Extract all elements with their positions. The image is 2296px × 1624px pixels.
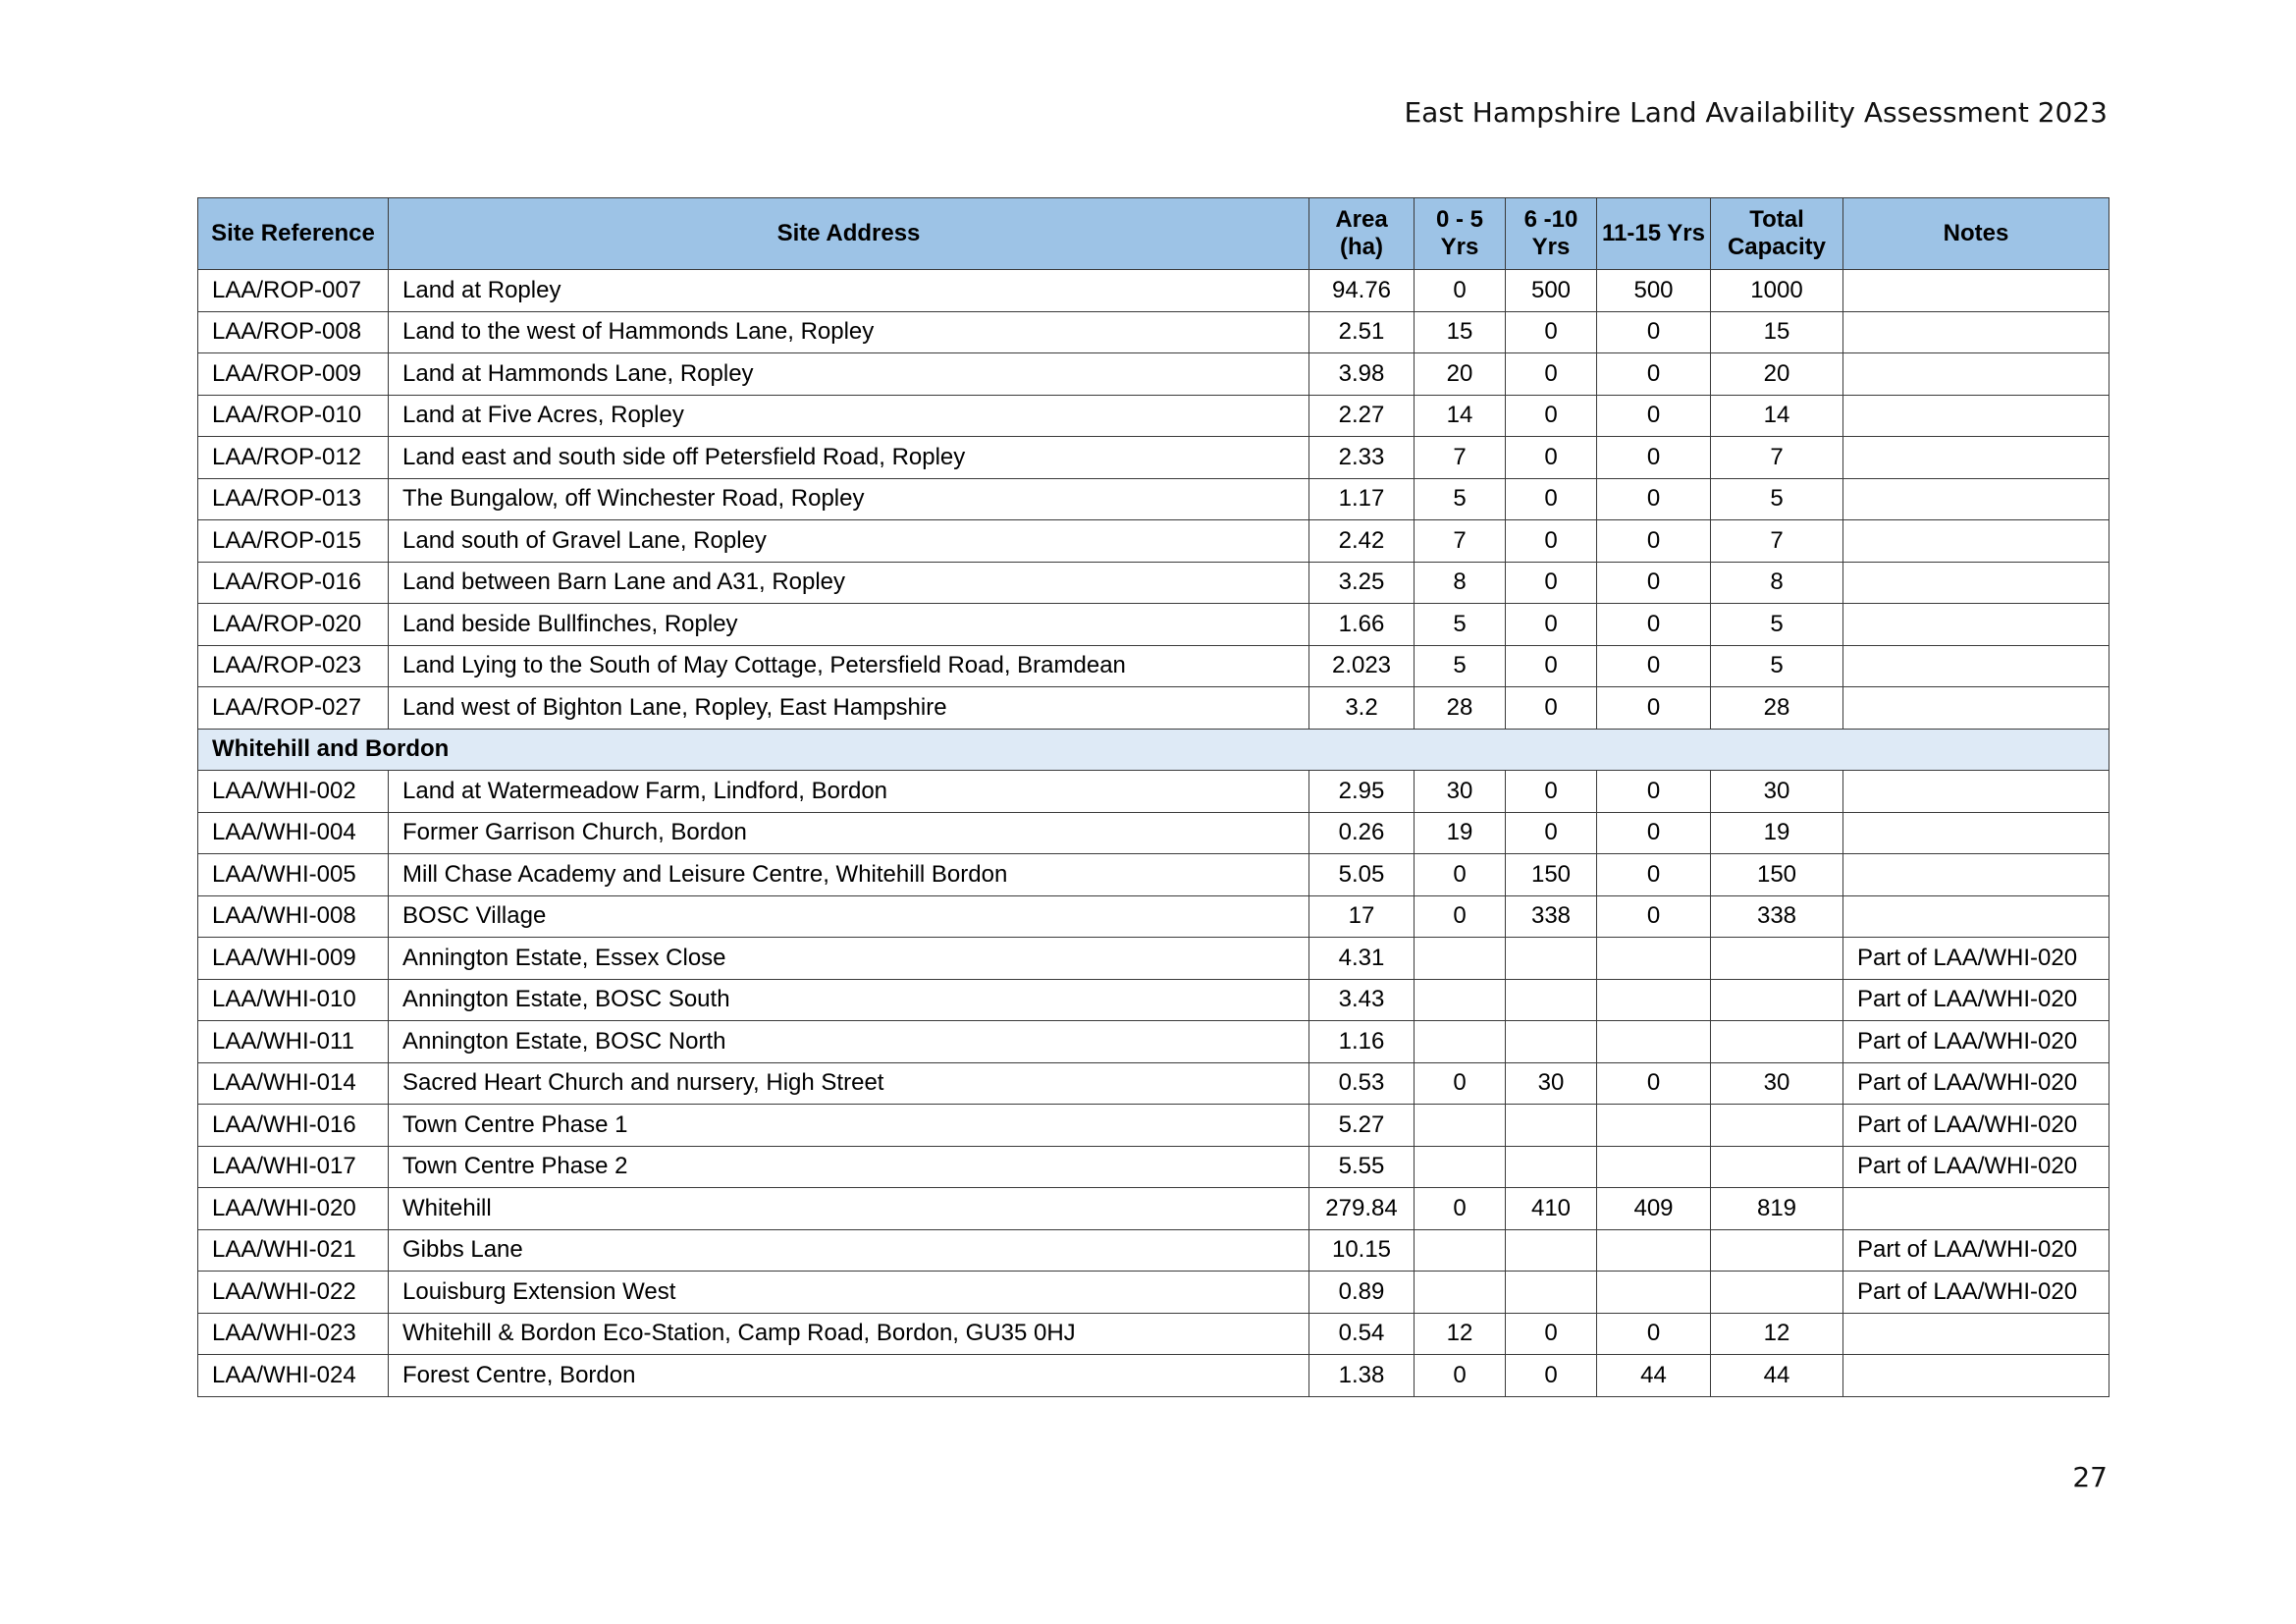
- yrs-0-5-cell: [1415, 1105, 1506, 1147]
- site-reference-cell: LAA/WHI-005: [198, 854, 389, 896]
- page-number: 27: [2072, 1461, 2108, 1493]
- table-row: [198, 604, 2109, 646]
- site-reference-cell: LAA/ROP-013: [198, 478, 389, 520]
- yrs-6-10-cell: 0: [1506, 1313, 1597, 1355]
- yrs-0-5-cell: [1415, 1146, 1506, 1188]
- yrs-11-15-cell: 0: [1597, 771, 1711, 813]
- area-cell: 1.38: [1309, 1355, 1415, 1397]
- yrs-6-10-cell: 0: [1506, 645, 1597, 687]
- yrs-0-5-cell: [1415, 938, 1506, 980]
- yrs-6-10-cell: 0: [1506, 812, 1597, 854]
- site-address-cell: Land east and south side off Petersfield Road, Ropley: [389, 437, 1309, 479]
- area-cell: 3.2: [1309, 687, 1415, 730]
- yrs-11-15-cell: 0: [1597, 478, 1711, 520]
- area-cell: 0.26: [1309, 812, 1415, 854]
- site-reference-cell: LAA/ROP-015: [198, 520, 389, 563]
- yrs-11-15-cell: 0: [1597, 687, 1711, 730]
- notes-cell: [1843, 437, 2109, 479]
- column-header-total-capacity: Total Capacity: [1711, 198, 1843, 270]
- site-address-cell: Louisburg Extension West: [389, 1272, 1309, 1314]
- yrs-0-5-cell: 8: [1415, 562, 1506, 604]
- yrs-0-5-cell: 0: [1415, 1062, 1506, 1105]
- site-address-cell: Mill Chase Academy and Leisure Centre, Whitehill Bordon: [389, 854, 1309, 896]
- table-row: [198, 1229, 2109, 1272]
- total-capacity-cell: [1711, 979, 1843, 1021]
- notes-cell: [1843, 270, 2109, 312]
- site-reference-cell: LAA/ROP-010: [198, 395, 389, 437]
- yrs-6-10-cell: 0: [1506, 437, 1597, 479]
- yrs-11-15-cell: 0: [1597, 854, 1711, 896]
- site-reference-cell: LAA/WHI-004: [198, 812, 389, 854]
- yrs-6-10-cell: [1506, 1021, 1597, 1063]
- table-row: [198, 311, 2109, 353]
- site-reference-cell: LAA/ROP-023: [198, 645, 389, 687]
- yrs-0-5-cell: [1415, 979, 1506, 1021]
- table-row: [198, 1105, 2109, 1147]
- area-cell: 2.95: [1309, 771, 1415, 813]
- total-capacity-cell: 8: [1711, 562, 1843, 604]
- area-cell: 5.05: [1309, 854, 1415, 896]
- site-address-cell: Town Centre Phase 1: [389, 1105, 1309, 1147]
- yrs-11-15-cell: 0: [1597, 520, 1711, 563]
- area-cell: 3.43: [1309, 979, 1415, 1021]
- table-row: [198, 1021, 2109, 1063]
- notes-cell: [1843, 353, 2109, 396]
- yrs-11-15-cell: [1597, 1272, 1711, 1314]
- area-cell: 94.76: [1309, 270, 1415, 312]
- yrs-0-5-cell: 0: [1415, 1355, 1506, 1397]
- yrs-11-15-cell: 409: [1597, 1188, 1711, 1230]
- table-row: [198, 1188, 2109, 1230]
- site-address-cell: Annington Estate, Essex Close: [389, 938, 1309, 980]
- column-header-site-reference: Site Reference: [198, 198, 389, 270]
- area-cell: 0.54: [1309, 1313, 1415, 1355]
- site-reference-cell: LAA/WHI-021: [198, 1229, 389, 1272]
- yrs-6-10-cell: 0: [1506, 395, 1597, 437]
- total-capacity-cell: 7: [1711, 437, 1843, 479]
- site-address-cell: Land at Hammonds Lane, Ropley: [389, 353, 1309, 396]
- site-address-cell: Forest Centre, Bordon: [389, 1355, 1309, 1397]
- yrs-11-15-cell: 0: [1597, 395, 1711, 437]
- yrs-11-15-cell: 0: [1597, 353, 1711, 396]
- yrs-0-5-cell: 0: [1415, 854, 1506, 896]
- table-row: [198, 938, 2109, 980]
- notes-cell: Part of LAA/WHI-020: [1843, 1021, 2109, 1063]
- notes-cell: Part of LAA/WHI-020: [1843, 1229, 2109, 1272]
- total-capacity-cell: 5: [1711, 645, 1843, 687]
- site-reference-cell: LAA/WHI-023: [198, 1313, 389, 1355]
- yrs-6-10-cell: 30: [1506, 1062, 1597, 1105]
- column-header-notes: Notes: [1843, 198, 2109, 270]
- table-row: [198, 854, 2109, 896]
- area-cell: 0.89: [1309, 1272, 1415, 1314]
- area-cell: 17: [1309, 895, 1415, 938]
- yrs-6-10-cell: 0: [1506, 311, 1597, 353]
- total-capacity-cell: [1711, 1229, 1843, 1272]
- notes-cell: [1843, 854, 2109, 896]
- site-reference-cell: LAA/WHI-020: [198, 1188, 389, 1230]
- area-cell: 2.27: [1309, 395, 1415, 437]
- yrs-11-15-cell: 0: [1597, 311, 1711, 353]
- yrs-11-15-cell: 0: [1597, 895, 1711, 938]
- yrs-11-15-cell: 0: [1597, 604, 1711, 646]
- total-capacity-cell: 5: [1711, 604, 1843, 646]
- yrs-6-10-cell: 0: [1506, 771, 1597, 813]
- site-reference-cell: LAA/ROP-007: [198, 270, 389, 312]
- yrs-11-15-cell: [1597, 938, 1711, 980]
- yrs-11-15-cell: [1597, 1229, 1711, 1272]
- total-capacity-cell: [1711, 938, 1843, 980]
- table-body: [198, 270, 2109, 1397]
- table-row: [198, 520, 2109, 563]
- table-row: [198, 478, 2109, 520]
- site-address-cell: Land at Watermeadow Farm, Lindford, Bordon: [389, 771, 1309, 813]
- site-reference-cell: LAA/WHI-010: [198, 979, 389, 1021]
- yrs-6-10-cell: [1506, 1229, 1597, 1272]
- column-header-area: Area (ha): [1309, 198, 1415, 270]
- table-row: [198, 1313, 2109, 1355]
- total-capacity-cell: 19: [1711, 812, 1843, 854]
- yrs-0-5-cell: 7: [1415, 520, 1506, 563]
- site-reference-cell: LAA/ROP-009: [198, 353, 389, 396]
- notes-cell: [1843, 1188, 2109, 1230]
- site-address-cell: The Bungalow, off Winchester Road, Ropley: [389, 478, 1309, 520]
- notes-cell: Part of LAA/WHI-020: [1843, 938, 2109, 980]
- notes-cell: [1843, 562, 2109, 604]
- notes-cell: [1843, 395, 2109, 437]
- notes-cell: Part of LAA/WHI-020: [1843, 1062, 2109, 1105]
- area-cell: 1.16: [1309, 1021, 1415, 1063]
- site-reference-cell: LAA/WHI-008: [198, 895, 389, 938]
- total-capacity-cell: [1711, 1021, 1843, 1063]
- area-cell: 2.33: [1309, 437, 1415, 479]
- column-header-0-5-yrs: 0 - 5 Yrs: [1415, 198, 1506, 270]
- total-capacity-cell: 14: [1711, 395, 1843, 437]
- yrs-11-15-cell: [1597, 979, 1711, 1021]
- yrs-0-5-cell: 0: [1415, 895, 1506, 938]
- yrs-6-10-cell: [1506, 1146, 1597, 1188]
- total-capacity-cell: 150: [1711, 854, 1843, 896]
- section-header-row: [198, 729, 2109, 771]
- total-capacity-cell: 819: [1711, 1188, 1843, 1230]
- total-capacity-cell: 28: [1711, 687, 1843, 730]
- yrs-11-15-cell: 0: [1597, 1313, 1711, 1355]
- site-address-cell: Sacred Heart Church and nursery, High Street: [389, 1062, 1309, 1105]
- yrs-0-5-cell: [1415, 1229, 1506, 1272]
- area-cell: 2.51: [1309, 311, 1415, 353]
- yrs-0-5-cell: 19: [1415, 812, 1506, 854]
- yrs-6-10-cell: [1506, 1105, 1597, 1147]
- yrs-6-10-cell: 0: [1506, 687, 1597, 730]
- column-header-6-10-yrs: 6 -10 Yrs: [1506, 198, 1597, 270]
- site-address-cell: Annington Estate, BOSC South: [389, 979, 1309, 1021]
- total-capacity-cell: 30: [1711, 771, 1843, 813]
- site-reference-cell: LAA/WHI-011: [198, 1021, 389, 1063]
- document-header-title: East Hampshire Land Availability Assessment 2023: [1404, 96, 2108, 129]
- total-capacity-cell: 44: [1711, 1355, 1843, 1397]
- notes-cell: [1843, 520, 2109, 563]
- yrs-6-10-cell: 0: [1506, 353, 1597, 396]
- table-row: [198, 645, 2109, 687]
- yrs-6-10-cell: [1506, 938, 1597, 980]
- site-address-cell: Former Garrison Church, Bordon: [389, 812, 1309, 854]
- site-address-cell: Land between Barn Lane and A31, Ropley: [389, 562, 1309, 604]
- table-header: [198, 198, 2109, 270]
- table-row: [198, 812, 2109, 854]
- yrs-0-5-cell: 7: [1415, 437, 1506, 479]
- yrs-11-15-cell: 500: [1597, 270, 1711, 312]
- site-address-cell: Whitehill & Bordon Eco-Station, Camp Road, Bordon, GU35 0HJ: [389, 1313, 1309, 1355]
- notes-cell: [1843, 645, 2109, 687]
- total-capacity-cell: [1711, 1272, 1843, 1314]
- site-reference-cell: LAA/WHI-022: [198, 1272, 389, 1314]
- yrs-6-10-cell: 0: [1506, 604, 1597, 646]
- site-address-cell: BOSC Village: [389, 895, 1309, 938]
- yrs-0-5-cell: 28: [1415, 687, 1506, 730]
- column-header-site-address: Site Address: [389, 198, 1309, 270]
- site-reference-cell: LAA/WHI-002: [198, 771, 389, 813]
- table-row: [198, 562, 2109, 604]
- section-title: Whitehill and Bordon: [198, 729, 2109, 771]
- yrs-0-5-cell: [1415, 1021, 1506, 1063]
- yrs-0-5-cell: 14: [1415, 395, 1506, 437]
- site-address-cell: Town Centre Phase 2: [389, 1146, 1309, 1188]
- site-reference-cell: LAA/WHI-009: [198, 938, 389, 980]
- yrs-0-5-cell: 0: [1415, 270, 1506, 312]
- yrs-11-15-cell: 0: [1597, 812, 1711, 854]
- site-reference-cell: LAA/WHI-016: [198, 1105, 389, 1147]
- site-reference-cell: LAA/ROP-020: [198, 604, 389, 646]
- yrs-6-10-cell: 0: [1506, 478, 1597, 520]
- site-address-cell: Land beside Bullfinches, Ropley: [389, 604, 1309, 646]
- yrs-11-15-cell: 0: [1597, 562, 1711, 604]
- total-capacity-cell: 30: [1711, 1062, 1843, 1105]
- notes-cell: [1843, 1313, 2109, 1355]
- yrs-0-5-cell: 12: [1415, 1313, 1506, 1355]
- site-address-cell: Gibbs Lane: [389, 1229, 1309, 1272]
- table-row: [198, 1272, 2109, 1314]
- site-address-cell: Land at Ropley: [389, 270, 1309, 312]
- yrs-6-10-cell: 150: [1506, 854, 1597, 896]
- area-cell: 4.31: [1309, 938, 1415, 980]
- site-address-cell: Land south of Gravel Lane, Ropley: [389, 520, 1309, 563]
- table-row: [198, 1062, 2109, 1105]
- site-reference-cell: LAA/ROP-027: [198, 687, 389, 730]
- yrs-11-15-cell: [1597, 1021, 1711, 1063]
- table-row: [198, 895, 2109, 938]
- total-capacity-cell: 5: [1711, 478, 1843, 520]
- site-address-cell: Land to the west of Hammonds Lane, Ropley: [389, 311, 1309, 353]
- total-capacity-cell: 20: [1711, 353, 1843, 396]
- notes-cell: [1843, 687, 2109, 730]
- area-cell: 10.15: [1309, 1229, 1415, 1272]
- notes-cell: [1843, 812, 2109, 854]
- table-row: [198, 353, 2109, 396]
- yrs-6-10-cell: [1506, 979, 1597, 1021]
- total-capacity-cell: 338: [1711, 895, 1843, 938]
- table-row: [198, 437, 2109, 479]
- table-row: [198, 395, 2109, 437]
- notes-cell: [1843, 604, 2109, 646]
- yrs-0-5-cell: 0: [1415, 1188, 1506, 1230]
- site-address-cell: Land west of Bighton Lane, Ropley, East Hampshire: [389, 687, 1309, 730]
- total-capacity-cell: 1000: [1711, 270, 1843, 312]
- yrs-6-10-cell: 0: [1506, 562, 1597, 604]
- notes-cell: Part of LAA/WHI-020: [1843, 1272, 2109, 1314]
- yrs-11-15-cell: 0: [1597, 437, 1711, 479]
- total-capacity-cell: [1711, 1146, 1843, 1188]
- site-reference-cell: LAA/ROP-016: [198, 562, 389, 604]
- yrs-6-10-cell: 500: [1506, 270, 1597, 312]
- yrs-0-5-cell: 5: [1415, 478, 1506, 520]
- table-header-row: [198, 198, 2109, 270]
- site-address-cell: Land Lying to the South of May Cottage, Petersfield Road, Bramdean: [389, 645, 1309, 687]
- yrs-0-5-cell: 5: [1415, 645, 1506, 687]
- site-reference-cell: LAA/WHI-024: [198, 1355, 389, 1397]
- area-cell: 0.53: [1309, 1062, 1415, 1105]
- area-cell: 2.42: [1309, 520, 1415, 563]
- yrs-11-15-cell: 0: [1597, 1062, 1711, 1105]
- yrs-6-10-cell: [1506, 1272, 1597, 1314]
- yrs-6-10-cell: 0: [1506, 520, 1597, 563]
- land-availability-table: [197, 197, 2109, 1397]
- notes-cell: [1843, 311, 2109, 353]
- yrs-6-10-cell: 338: [1506, 895, 1597, 938]
- total-capacity-cell: 15: [1711, 311, 1843, 353]
- total-capacity-cell: 12: [1711, 1313, 1843, 1355]
- area-cell: 1.66: [1309, 604, 1415, 646]
- notes-cell: [1843, 771, 2109, 813]
- site-reference-cell: LAA/WHI-017: [198, 1146, 389, 1188]
- yrs-11-15-cell: [1597, 1146, 1711, 1188]
- total-capacity-cell: [1711, 1105, 1843, 1147]
- column-header-11-15-yrs: 11-15 Yrs: [1597, 198, 1711, 270]
- table-row: [198, 270, 2109, 312]
- notes-cell: Part of LAA/WHI-020: [1843, 1105, 2109, 1147]
- area-cell: 1.17: [1309, 478, 1415, 520]
- table-row: [198, 1355, 2109, 1397]
- yrs-11-15-cell: 0: [1597, 645, 1711, 687]
- table-row: [198, 979, 2109, 1021]
- notes-cell: Part of LAA/WHI-020: [1843, 1146, 2109, 1188]
- table-row: [198, 687, 2109, 730]
- yrs-11-15-cell: 44: [1597, 1355, 1711, 1397]
- notes-cell: [1843, 895, 2109, 938]
- yrs-0-5-cell: 20: [1415, 353, 1506, 396]
- area-cell: 5.55: [1309, 1146, 1415, 1188]
- area-cell: 3.98: [1309, 353, 1415, 396]
- yrs-6-10-cell: 0: [1506, 1355, 1597, 1397]
- site-reference-cell: LAA/ROP-012: [198, 437, 389, 479]
- site-reference-cell: LAA/WHI-014: [198, 1062, 389, 1105]
- yrs-0-5-cell: 5: [1415, 604, 1506, 646]
- notes-cell: Part of LAA/WHI-020: [1843, 979, 2109, 1021]
- area-cell: 279.84: [1309, 1188, 1415, 1230]
- yrs-0-5-cell: [1415, 1272, 1506, 1314]
- site-address-cell: Whitehill: [389, 1188, 1309, 1230]
- site-address-cell: Land at Five Acres, Ropley: [389, 395, 1309, 437]
- yrs-11-15-cell: [1597, 1105, 1711, 1147]
- notes-cell: [1843, 478, 2109, 520]
- notes-cell: [1843, 1355, 2109, 1397]
- table-row: [198, 1146, 2109, 1188]
- yrs-0-5-cell: 15: [1415, 311, 1506, 353]
- table-row: [198, 771, 2109, 813]
- area-cell: 5.27: [1309, 1105, 1415, 1147]
- site-address-cell: Annington Estate, BOSC North: [389, 1021, 1309, 1063]
- yrs-6-10-cell: 410: [1506, 1188, 1597, 1230]
- site-reference-cell: LAA/ROP-008: [198, 311, 389, 353]
- area-cell: 3.25: [1309, 562, 1415, 604]
- area-cell: 2.023: [1309, 645, 1415, 687]
- yrs-0-5-cell: 30: [1415, 771, 1506, 813]
- total-capacity-cell: 7: [1711, 520, 1843, 563]
